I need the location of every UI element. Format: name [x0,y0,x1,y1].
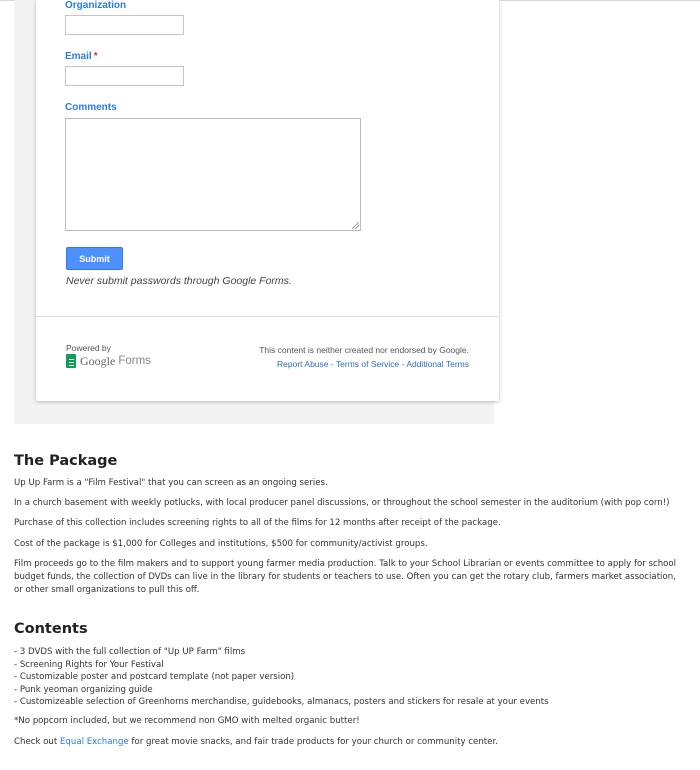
list-item: - Customizable poster and postcard template (not paper version) [14,672,295,683]
organization-label-text: Organization [65,0,127,11]
package-paragraph: Up Up Farm is a "Film Festival" that you can screen as an ongoing series. [14,478,328,488]
google-form-card [36,0,499,401]
package-heading: The Package [14,453,118,469]
google-forms-icon [66,354,76,368]
email-label-text: Email [65,51,92,62]
password-warning: Never submit passwords through Google Forms. [66,275,292,287]
checkout-prefix: Check out [14,737,60,747]
link-separator: - [399,359,407,369]
email-input[interactable] [65,66,184,86]
google-disclaimer: This content is neither created nor endorsed by Google. [259,345,469,355]
equal-exchange-link[interactable]: Equal Exchange [59,737,129,747]
list-item: - Screening Rights for Your Festival [14,659,164,670]
footer-links [277,359,469,369]
comments-textarea[interactable] [65,118,361,231]
embedded-form-frame [14,0,494,424]
contents-heading: Contents [14,621,88,637]
checkout-suffix: for great movie snacks, and fair trade products for your church or community center. [128,737,498,747]
list-item: - 3 DVDS with the full collection of "Up UP Farm" films [14,647,246,657]
list-item: - Punk yeoman organizing guide [14,684,153,695]
comments-label-text: Comments [65,102,117,113]
contents-list [14,646,549,709]
organization-label [65,0,126,11]
google-forms-logo[interactable] [66,353,151,369]
package-paragraph: Purchase of this collection includes screening rights to all of the films for 12 months after receipt of the package. [14,518,501,528]
package-paragraph: In a church basement with weekly potlucks, with local producer panel discussions, or throughout the school semester in the auditorium (with pop corn!) [14,498,670,508]
report-abuse-link[interactable]: Report Abuse [277,359,329,369]
organization-input[interactable] [65,15,184,35]
powered-by-text: Powered by [66,343,111,353]
additional-terms-link[interactable]: Additional Terms [406,359,469,369]
form-footer-divider [36,316,499,317]
required-asterisk: * [93,51,98,62]
logo-product: Forms [118,355,151,367]
terms-of-service-link[interactable]: Terms of Service [335,359,400,369]
resize-grip-icon[interactable] [352,222,359,229]
logo-brand: Google [80,353,116,368]
checkout-line [14,736,682,749]
package-paragraph: Film proceeds go to the film makers and to support young farmer media production. Talk to your School Librarian or events committee to apply for school budget funds, the collection of DVDs can live in the library for students or teachers to use. Often you can get the rotary club, farmers market association, or other small organizations to pull this off. [14,559,677,595]
comments-label [65,102,117,113]
list-item: - Customizeable selection of Greenhorns merchandise, guidebooks, almanacs, posters and stickers for resale at your events [14,697,549,708]
link-separator: - [328,359,336,369]
submit-button[interactable]: Submit [66,247,123,270]
package-paragraph: Cost of the package is $1,000 for Colleges and institutions, $500 for community/activist groups. [14,539,428,549]
email-label [65,51,98,62]
popcorn-note: *No popcorn included, but we recommend non GMO with melted organic butter! [14,716,360,726]
